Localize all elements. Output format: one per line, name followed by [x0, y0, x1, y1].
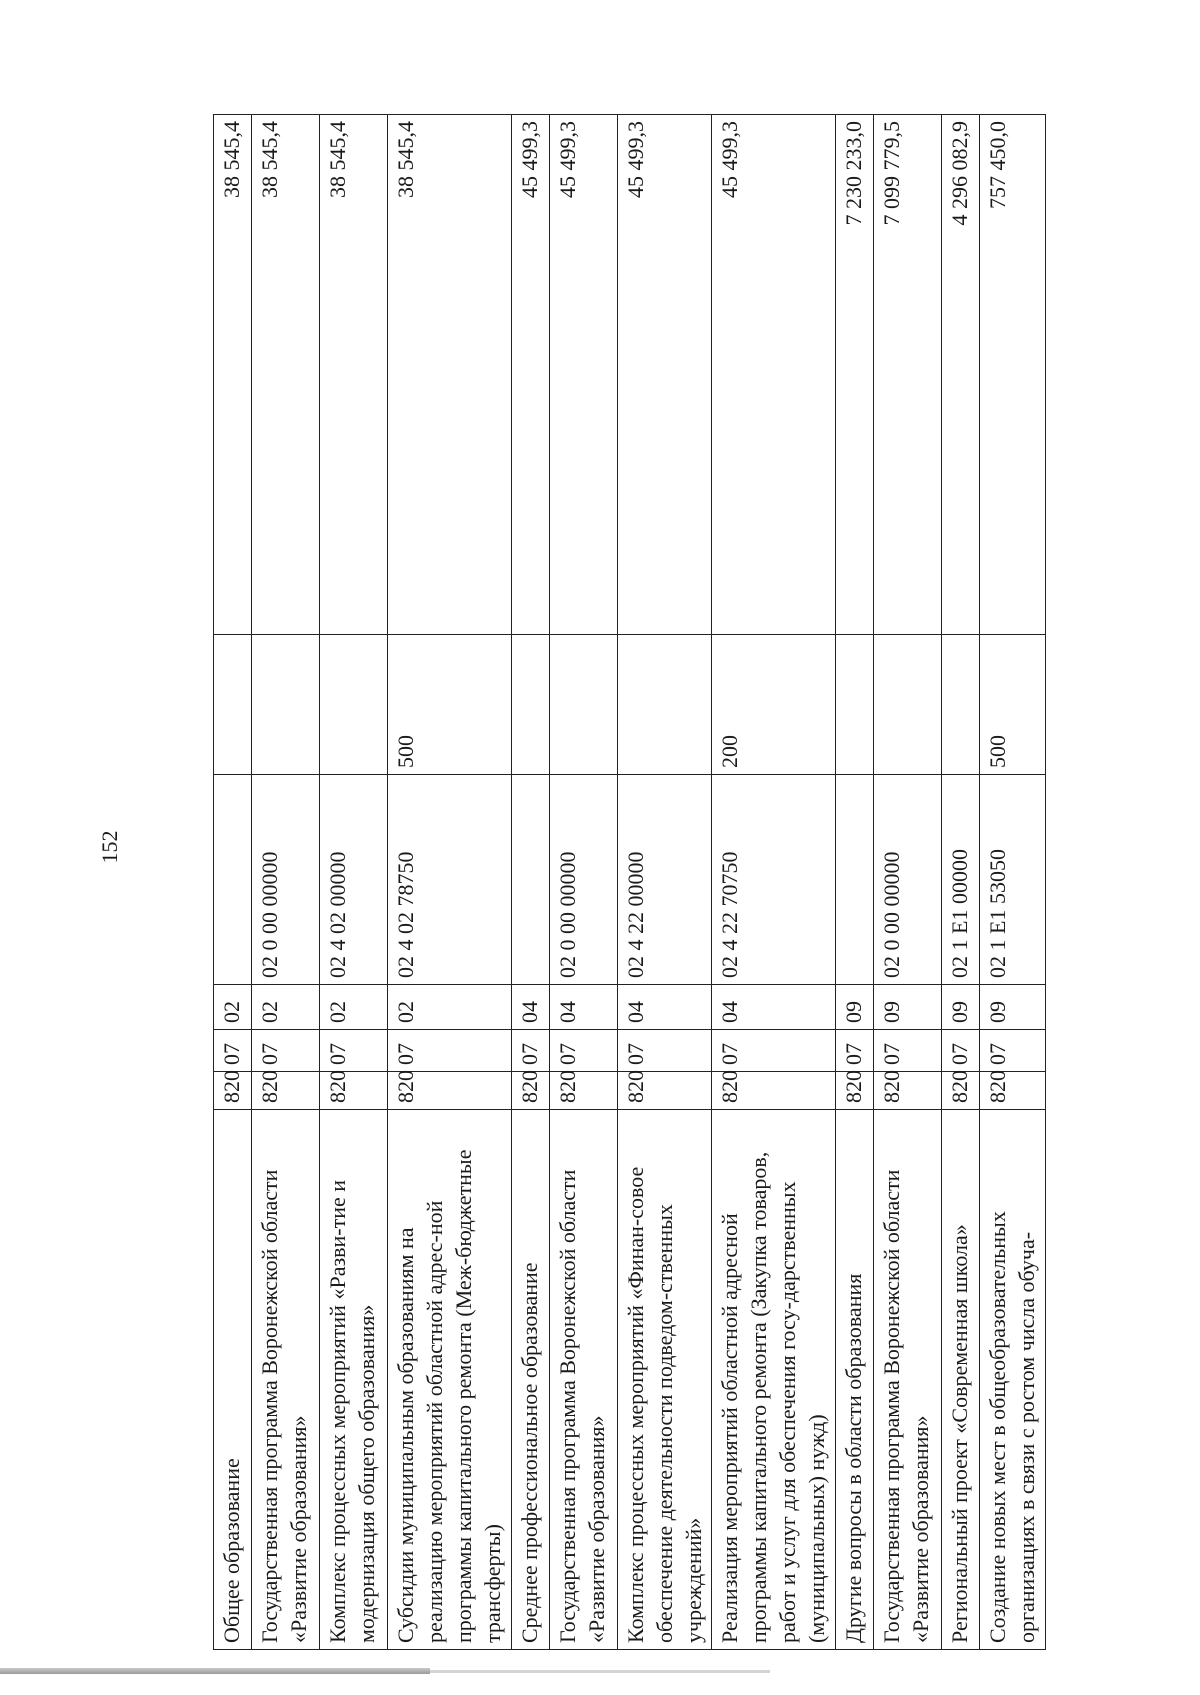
row-pr: 04: [712, 985, 836, 1030]
row-vr: [550, 635, 618, 775]
table-row: [252, 115, 320, 1650]
row-csr: 02 1 E1 53050: [980, 775, 1046, 985]
row-rz: 07: [320, 1030, 388, 1072]
row-ved: 820: [252, 1072, 320, 1110]
table-body: [214, 115, 1046, 1650]
row-pr: 04: [550, 985, 618, 1030]
row-name: Государственная программа Воронежской области «Развитие образования»: [874, 1110, 942, 1650]
row-csr: 02 4 22 70750: [712, 775, 836, 985]
row-csr: 02 4 02 00000: [320, 775, 388, 985]
scan-shadow-edge-faint: [430, 1670, 770, 1673]
row-csr: [512, 775, 550, 985]
row-csr: 02 0 00 00000: [252, 775, 320, 985]
row-sum: 45 499,3: [618, 115, 712, 635]
row-sum: 4 296 082,9: [942, 115, 980, 635]
row-csr: 02 4 02 78750: [388, 775, 512, 985]
row-name: Субсидии муниципальным образованиям на реализацию мероприятий областной адрес-ной программы капитального ремонта (Меж-бюджетные трансферты): [388, 1110, 512, 1650]
row-ved: 820: [980, 1072, 1046, 1110]
row-csr: 02 1 E1 00000: [942, 775, 980, 985]
row-vr: [618, 635, 712, 775]
row-vr: 500: [980, 635, 1046, 775]
row-pr: 09: [874, 985, 942, 1030]
row-rz: 07: [618, 1030, 712, 1072]
row-name: Государственная программа Воронежской области «Развитие образования»: [252, 1110, 320, 1650]
row-name: Общее образование: [214, 1110, 252, 1650]
row-pr: 04: [618, 985, 712, 1030]
row-sum: 757 450,0: [980, 115, 1046, 635]
row-sum: 38 545,4: [320, 115, 388, 635]
row-ved: 820: [618, 1072, 712, 1110]
row-vr: 200: [712, 635, 836, 775]
row-pr: 02: [320, 985, 388, 1030]
row-csr: 02 4 22 00000: [618, 775, 712, 985]
row-rz: 07: [712, 1030, 836, 1072]
row-name: Региональный проект «Современная школа»: [942, 1110, 980, 1650]
row-rz: 07: [942, 1030, 980, 1072]
row-sum: 45 499,3: [550, 115, 618, 635]
table-row: [388, 115, 512, 1650]
row-sum: 45 499,3: [712, 115, 836, 635]
table-row: [512, 115, 550, 1650]
row-sum: 38 545,4: [388, 115, 512, 635]
row-sum: 38 545,4: [252, 115, 320, 635]
table-row: [874, 115, 942, 1650]
row-ved: 820: [712, 1072, 836, 1110]
row-ved: 820: [836, 1072, 874, 1110]
row-pr: 04: [512, 985, 550, 1030]
row-vr: [214, 635, 252, 775]
table-row: [214, 115, 252, 1650]
row-csr: 02 0 00 00000: [550, 775, 618, 985]
row-name: Государственная программа Воронежской области «Развитие образования»: [550, 1110, 618, 1650]
row-vr: [252, 635, 320, 775]
table-row: [942, 115, 980, 1650]
row-pr: 09: [942, 985, 980, 1030]
row-vr: [512, 635, 550, 775]
row-pr: 02: [214, 985, 252, 1030]
row-name: Реализация мероприятий областной адресной программы капитального ремонта (Закупка товаров, работ и услуг для обеспечения госу-дарственных (муниципальных) нужд): [712, 1110, 836, 1650]
row-rz: 07: [388, 1030, 512, 1072]
row-csr: [836, 775, 874, 985]
table-row: [550, 115, 618, 1650]
scan-shadow-edge: [0, 1668, 430, 1674]
row-sum: 45 499,3: [512, 115, 550, 635]
row-name: Среднее профессиональное образование: [512, 1110, 550, 1650]
budget-table-rotated: [213, 115, 1071, 1650]
row-rz: 07: [550, 1030, 618, 1072]
table-row: [980, 115, 1046, 1650]
row-vr: [942, 635, 980, 775]
row-rz: 07: [252, 1030, 320, 1072]
row-ved: 820: [512, 1072, 550, 1110]
row-rz: 07: [980, 1030, 1046, 1072]
row-vr: 500: [388, 635, 512, 775]
row-rz: 07: [874, 1030, 942, 1072]
row-ved: 820: [388, 1072, 512, 1110]
row-ved: 820: [942, 1072, 980, 1110]
row-csr: [214, 775, 252, 985]
row-name: Создание новых мест в общеобразовательных организациях в связи с ростом числа обуча-: [980, 1110, 1046, 1650]
row-pr: 09: [980, 985, 1046, 1030]
row-rz: 07: [512, 1030, 550, 1072]
row-csr: 02 0 00 00000: [874, 775, 942, 985]
row-rz: 07: [836, 1030, 874, 1072]
row-name: Комплекс процессных мероприятий «Финан-совое обеспечение деятельности подведом-ственных учреждений»: [618, 1110, 712, 1650]
row-ved: 820: [550, 1072, 618, 1110]
row-ved: 820: [874, 1072, 942, 1110]
table-row: [712, 115, 836, 1650]
row-sum: 7 099 779,5: [874, 115, 942, 635]
row-pr: 09: [836, 985, 874, 1030]
row-ved: 820: [214, 1072, 252, 1110]
row-pr: 02: [252, 985, 320, 1030]
row-sum: 7 230 233,0: [836, 115, 874, 635]
budget-table: [213, 114, 1046, 1650]
row-vr: [874, 635, 942, 775]
page-number: 152: [97, 830, 122, 864]
table-row: [320, 115, 388, 1650]
row-name: Другие вопросы в области образования: [836, 1110, 874, 1650]
row-vr: [836, 635, 874, 775]
table-row: [618, 115, 712, 1650]
table-row: [836, 115, 874, 1650]
row-vr: [320, 635, 388, 775]
row-rz: 07: [214, 1030, 252, 1072]
row-sum: 38 545,4: [214, 115, 252, 635]
row-name: Комплекс процессных мероприятий «Разви-тие и модернизация общего образования»: [320, 1110, 388, 1650]
row-ved: 820: [320, 1072, 388, 1110]
row-pr: 02: [388, 985, 512, 1030]
